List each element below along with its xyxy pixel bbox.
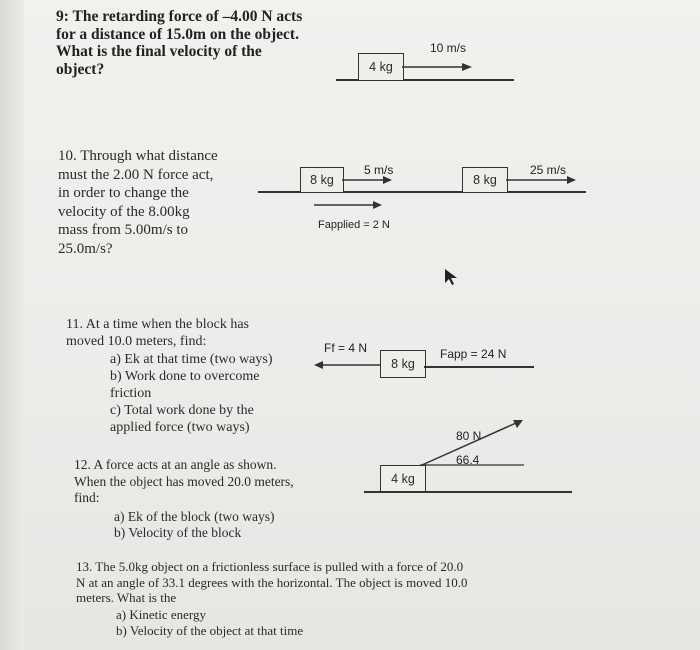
q10-velocity-left-label: 5 m/s — [364, 163, 394, 177]
q10-block-left-mass: 8 kg — [310, 173, 334, 187]
q10-force-arrow — [314, 200, 382, 210]
q9-velocity-label: 10 m/s — [430, 41, 467, 55]
q11-block — [380, 350, 426, 378]
q11-ground-line — [424, 366, 534, 368]
question-11-text: 11. At a time when the block has moved 10.0 meters, find: — [66, 317, 249, 349]
q11-block-mass: 8 kg — [391, 357, 415, 371]
q11-applied-label: Fapp = 24 N — [440, 347, 507, 361]
q12-angled-force-arrow — [420, 417, 524, 469]
q12-force-label: 80 N — [456, 429, 482, 443]
q10-velocity-right-arrow — [506, 175, 576, 185]
mouse-cursor-icon — [444, 268, 458, 286]
q10-velocity-left-arrow — [342, 175, 392, 185]
question-13-parts: a) Kinetic energy b) Velocity of the object at that time — [116, 607, 304, 638]
q12-block-mass: 4 kg — [391, 472, 415, 486]
q9-block — [358, 53, 404, 81]
q10-force-label: Fapplied = 2 N — [318, 219, 390, 231]
q10-block-right-mass: 8 kg — [473, 173, 497, 187]
q12-ground-line — [364, 491, 572, 493]
q10-block-right — [462, 167, 508, 193]
q9-velocity-arrow — [402, 62, 472, 72]
q11-friction-label: Ff = 4 N — [324, 341, 368, 355]
question-12-parts: a) Ek of the block (two ways) b) Velocity of the block — [114, 509, 275, 540]
question-10-text: 10. Through what distance must the 2.00 N force act, in order to change the velocity of the 8.00kg mass from 5.00m/s to 25.0m/s? — [58, 148, 218, 257]
q10-velocity-right-label: 25 m/s — [530, 163, 567, 177]
q11-friction-arrow — [314, 360, 380, 370]
q12-component-label: 66.4 — [456, 453, 480, 467]
q9-block-mass: 4 kg — [369, 60, 393, 74]
q12-block — [380, 465, 426, 493]
page-edge — [0, 0, 24, 650]
question-9-text: 9: The retarding force of –4.00 N acts for a distance of 15.0m on the object. What is the final velocity of the object? — [56, 8, 303, 78]
q10-block-left — [300, 167, 344, 193]
question-12-text: 12. A force acts at an angle as shown. When the object has moved 20.0 meters, find: — [74, 457, 294, 505]
question-11-parts: a) Ek at that time (two ways) b) Work done to overcome friction c) Total work done by the applied force (two ways) — [110, 352, 273, 435]
question-13-text: 13. The 5.0kg object on a frictionless surface is pulled with a force of 20.0 N at an angle of 33.1 degrees with the horizontal. The object is moved 10.0 meters. What is the — [76, 559, 468, 605]
